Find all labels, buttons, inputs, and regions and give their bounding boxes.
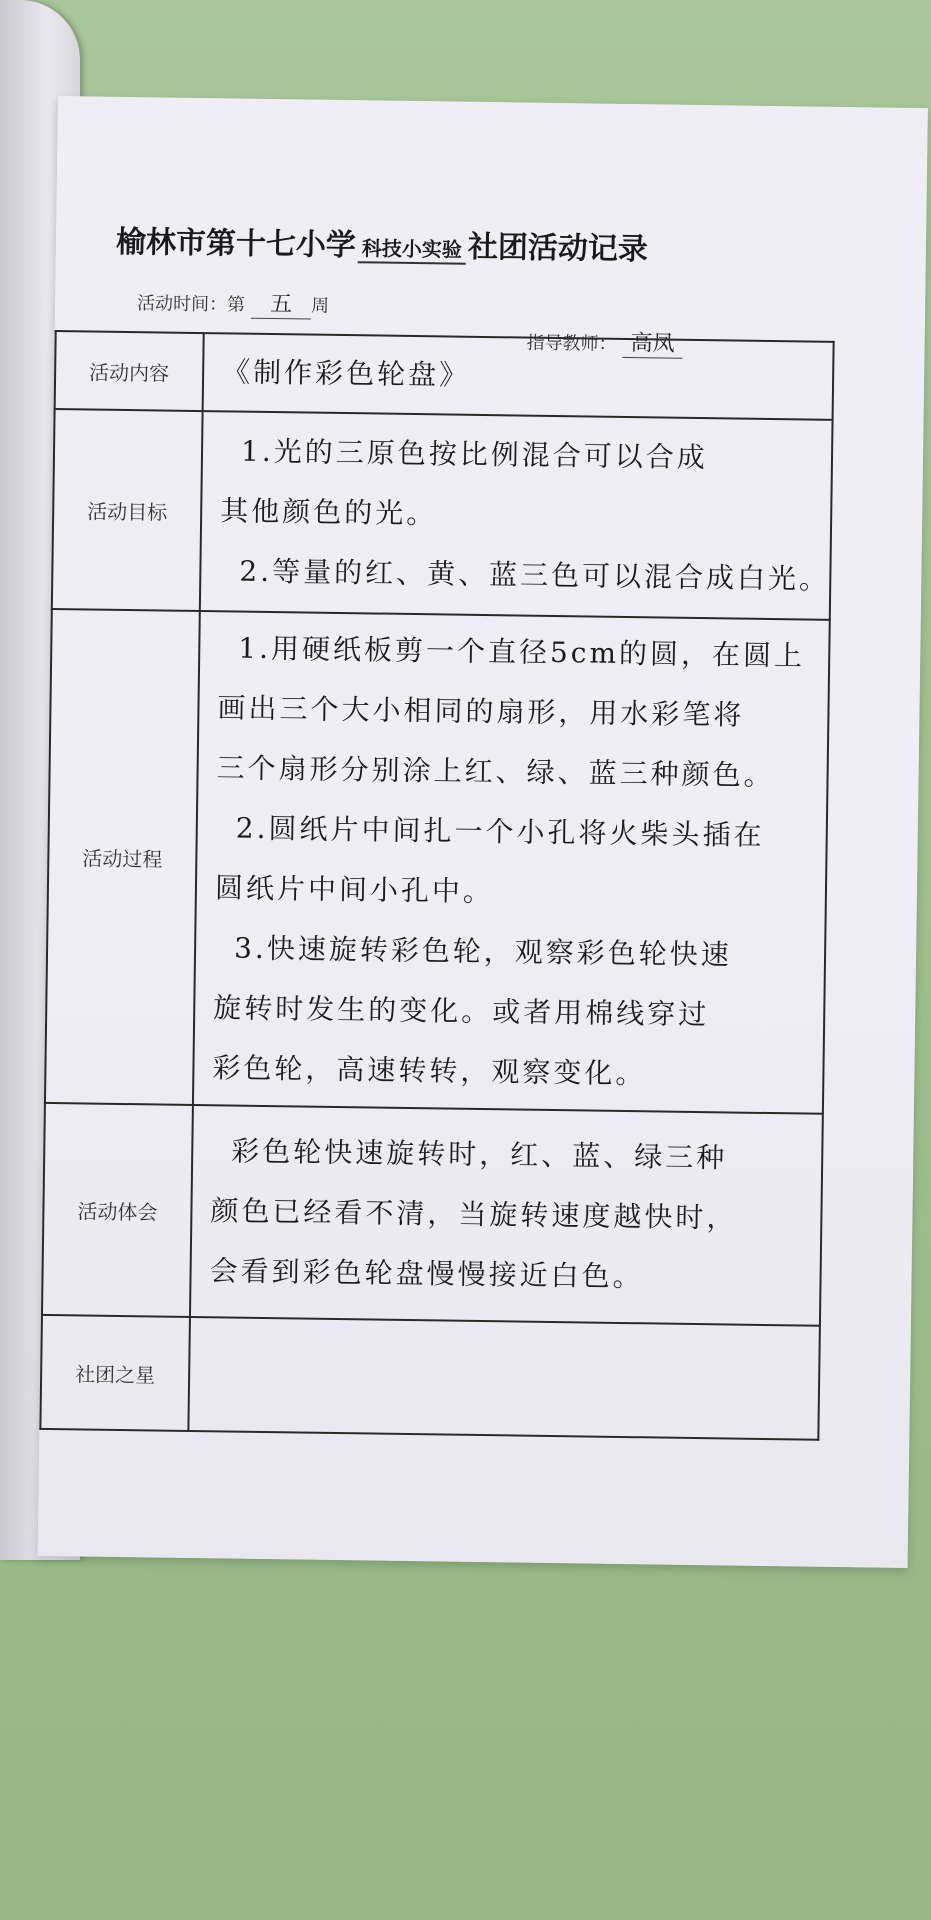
instructor-name: 高凤 xyxy=(622,326,682,359)
goal-line: 2.等量的红、黄、蓝三色可以混合成白光。 xyxy=(239,554,831,596)
label-activity-goals: 活动目标 xyxy=(52,409,203,611)
process-line: 画出三个大小相同的扇形，用水彩笔将 xyxy=(217,691,745,732)
process-line: 2.圆纸片中间扎一个小孔将火柴头插在 xyxy=(235,811,765,852)
table-row-content xyxy=(55,331,834,420)
process-line: 1.用硬纸板剪一个直径5cm的圆，在圆上 xyxy=(238,631,806,673)
label-activity-reflection: 活动体会 xyxy=(42,1103,193,1317)
goal-line: 1.光的三原色按比例混合可以合成 xyxy=(240,434,708,475)
table-row-reflection xyxy=(42,1103,823,1326)
process-line: 三个扇形分别涂上红、绿、蓝三种颜色。 xyxy=(216,751,775,793)
activity-time xyxy=(137,285,329,320)
table-row-club-star xyxy=(40,1315,820,1440)
table-row-goals xyxy=(52,409,833,620)
table-row-process xyxy=(45,609,830,1114)
activity-reflection-value xyxy=(190,1105,823,1326)
page-title xyxy=(116,217,877,272)
process-line: 3.快速旋转彩色轮，观察彩色轮快速 xyxy=(233,931,733,972)
activity-content-value xyxy=(203,333,834,420)
activity-record-table xyxy=(39,330,834,1441)
content-line: 《制作彩色轮盘》 xyxy=(221,355,471,392)
club-name: 科技小实验 xyxy=(358,232,466,265)
goal-line: 其他颜色的光。 xyxy=(219,494,438,531)
reflection-line: 会看到彩色轮盘慢慢接近白色。 xyxy=(209,1254,644,1294)
week-suffix: 周 xyxy=(310,295,330,317)
process-line: 圆纸片中间小孔中。 xyxy=(214,871,495,909)
instructor-label: 指导教师： xyxy=(526,332,617,355)
school-name: 榆林市第十七小学 xyxy=(115,224,357,264)
activity-goals-value xyxy=(200,411,833,620)
club-star-value xyxy=(188,1317,820,1440)
label-club-star: 社团之星 xyxy=(40,1315,190,1431)
label-activity-process: 活动过程 xyxy=(45,609,200,1105)
week-number: 五 xyxy=(251,287,311,320)
process-line: 旋转时发生的变化。或者用棉线穿过 xyxy=(213,991,710,1032)
reflection-line: 彩色轮快速旋转时，红、蓝、绿三种 xyxy=(231,1134,728,1175)
process-line: 彩色轮，高速转转，观察变化。 xyxy=(212,1051,647,1091)
activity-process-value xyxy=(193,611,830,1114)
activity-time-label: 活动时间：第 xyxy=(136,293,246,316)
label-activity-content: 活动内容 xyxy=(55,331,204,411)
record-sheet xyxy=(38,96,928,1568)
record-title: 社团活动记录 xyxy=(467,229,649,268)
reflection-line: 颜色已经看不清，当旋转速度越快时， xyxy=(210,1194,738,1235)
